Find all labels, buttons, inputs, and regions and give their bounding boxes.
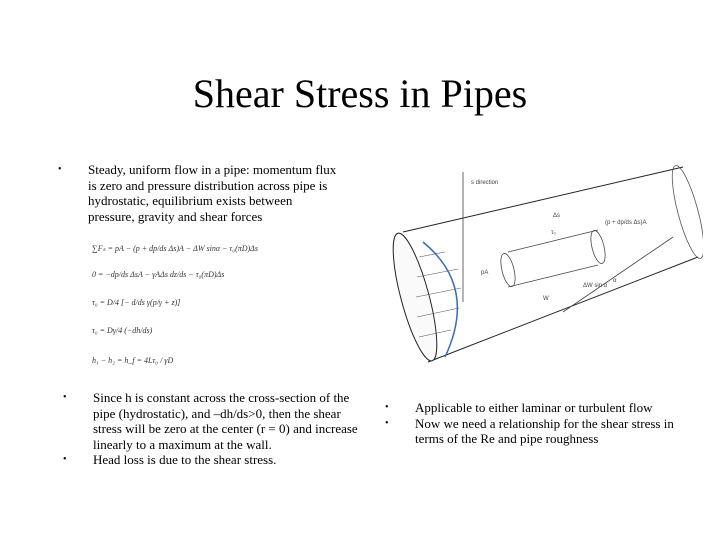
equation-5: h₁ − h₂ = h_f = 4Lτ₀ / γD (92, 356, 174, 365)
label-pressure-right: (p + dp/ds Δs)A (605, 220, 647, 226)
bullet-dot: • (58, 164, 62, 175)
equation-3: τ₀ = D/4 [− d/ds γ(p/γ + z)] (92, 298, 181, 307)
bullet-dot: • (63, 454, 67, 465)
bullet-dot: • (385, 402, 389, 413)
bullet-text: Since h is constant across the cross-section of the pipe (hydrostatic), and –dh/ds>0, then the shear stress will be zero at the center (r = 0) and increase linearly to a maximum at the wall. (93, 390, 358, 452)
slide-title: Shear Stress in Pipes (192, 71, 528, 116)
pipe-end (666, 163, 703, 261)
bullet-text: Now we need a relationship for the shear stress in terms of the Re and pipe roughness (415, 415, 674, 446)
bullet-item (58, 162, 338, 224)
bullet-item (385, 400, 690, 416)
label-direction: s direction (471, 180, 499, 186)
equation-1: ∑Fₛ = pA − (p + dp/ds Δs)A − ΔW sinα − τ₀(πD)Δs (92, 244, 258, 253)
bullet-item (385, 415, 690, 447)
cv-left-face (498, 252, 518, 288)
label-angle: α (613, 278, 617, 284)
label-length: Δs (553, 213, 561, 219)
bullet-list-bottom-right (385, 400, 690, 447)
bullet-dot: • (63, 392, 67, 403)
bullet-item (63, 452, 358, 468)
pipe-diagram (383, 162, 703, 392)
bullet-text: Steady, uniform flow in a pipe: momentum flux is zero and pressure distribution across pipe is hydrostatic, equilibrium exists between pressure, gravity and shear forces (88, 162, 337, 224)
bullet-item (63, 390, 358, 452)
pipe-lower-wall (428, 257, 698, 362)
bullet-text: Applicable to either laminar or turbulent flow (415, 400, 653, 415)
control-volume (508, 230, 598, 287)
label-shear: τ₀ (551, 230, 556, 236)
bullet-list-bottom-left (63, 390, 358, 468)
cv-right-face (588, 229, 608, 265)
pipe-opening (384, 230, 445, 365)
label-pressure-left: pA (481, 270, 489, 276)
s-axis (563, 237, 673, 312)
pipe-svg (383, 162, 703, 392)
label-weight: W (543, 296, 549, 302)
equations-figure (90, 235, 310, 375)
bullet-list-top (58, 162, 338, 224)
equation-2: 0 = −dp/ds ΔsA − γAΔs dz/ds − τ₀(πD)Δs (92, 270, 225, 279)
label-weight-component: ΔW sin α (583, 283, 608, 289)
bullet-dot: • (385, 417, 389, 429)
momentum-equations (90, 235, 310, 375)
bullet-text: Head loss is due to the shear stress. (93, 452, 277, 467)
equation-4: τ₀ = Dγ/4 (−dh/ds) (92, 326, 153, 335)
